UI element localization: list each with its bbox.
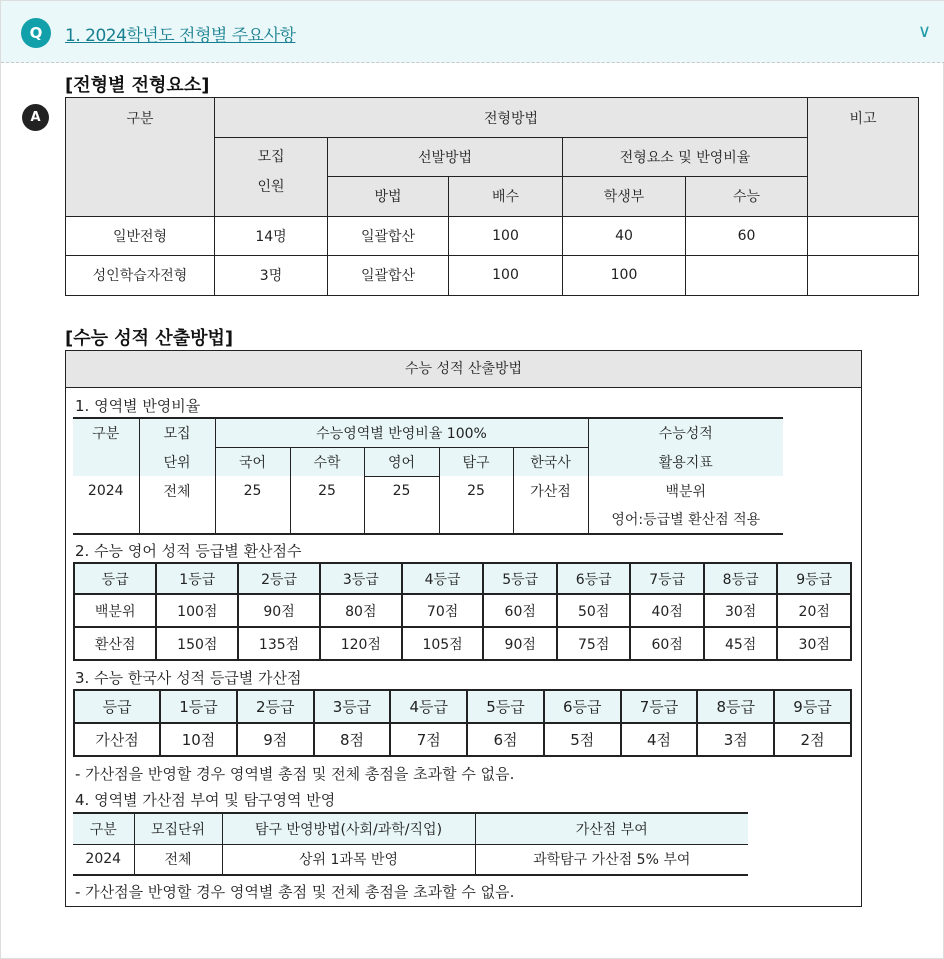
question-badge: Q [21,18,51,48]
table-cell: 120점 [320,627,402,660]
table-cell: 6등급 [557,563,630,594]
ratio-table: 구분 모집 수능영역별 반영비율 100% 수능성적 단위 국어 수학 영어 탐구 한국사 활용지표 2024 전체 25 25 25 25 가산점 백분위 영어:등급별 환산점 적용 [73,417,783,535]
admission-elements-table: 구분 전형방법 비고 모집 인원 선발방법 전형요소 및 반영비율 방법 배수 학생부 수능 일반전형 14명 일괄합산 100 40 60 성인학습자전형 3명 일괄합산 100 100 [65,97,919,296]
bonus-table [73,812,748,876]
table-row [74,627,851,660]
table-cell: 가산점 부여 [475,813,748,844]
subsection-title: 2. 수능 영어 성적 등급별 환산점수 [75,542,302,560]
table-cell: 환산점 [74,627,156,660]
table-cell: 3점 [697,723,774,756]
table-cell: 1등급 [160,690,237,723]
table-cell: 10점 [160,723,237,756]
question-title-link[interactable]: 1. 2024학년도 전형별 주요사항 [65,26,296,46]
table-cell: 100점 [156,594,238,627]
table-cell: 6점 [467,723,544,756]
table-cell: 60점 [630,627,703,660]
table-cell: 2등급 [237,690,314,723]
table-cell: 구분 [73,813,134,844]
table-cell: 등급 [74,690,160,723]
note-text: - 가산점을 반영할 경우 영역별 총점 및 전체 총점을 초과할 수 없음. [75,883,515,901]
table-cell: 9등급 [777,563,851,594]
table-cell: 80점 [320,594,402,627]
answer-badge: A [22,104,49,131]
question-header[interactable] [1,1,944,63]
table-cell: 45점 [704,627,777,660]
table-cell: 8등급 [697,690,774,723]
table-cell: 백분위 [74,594,156,627]
table-cell: 3등급 [320,563,402,594]
table-cell: 30점 [777,627,851,660]
box-title: 수능 성적 산출방법 [66,351,861,388]
table-cell: 과학탐구 가산점 5% 부여 [475,844,748,875]
table-cell: 2024 [73,844,134,875]
subsection-title: 4. 영역별 가산점 부여 및 탐구영역 반영 [75,791,336,809]
table-cell: 가산점 [74,723,160,756]
table-cell: 20점 [777,594,851,627]
korean-history-table [73,689,852,757]
table-cell: 50점 [557,594,630,627]
table-cell: 40점 [630,594,703,627]
note-text: - 가산점을 반영할 경우 영역별 총점 및 전체 총점을 초과할 수 없음. [75,765,515,783]
csat-calculation-box [65,350,862,907]
table-cell: 7등급 [630,563,703,594]
table-cell: 4등급 [402,563,484,594]
table-cell: 7등급 [621,690,698,723]
table-cell: 90점 [483,627,556,660]
table-cell: 5등급 [467,690,544,723]
table-cell: 4등급 [390,690,467,723]
english-grade-table [73,562,852,661]
table-cell: 150점 [156,627,238,660]
table-cell: 30점 [704,594,777,627]
table-cell: 등급 [74,563,156,594]
table-cell: 8점 [314,723,391,756]
table-cell: 전체 [134,844,222,875]
table-cell: 8등급 [704,563,777,594]
table-cell: 60점 [483,594,556,627]
chevron-down-icon[interactable]: ∨ [917,21,931,42]
section-heading: [전형별 전형요소] [65,75,210,96]
table-row [74,723,851,756]
table-cell: 탐구 반영방법(사회/과학/직업) [222,813,475,844]
table-cell: 2등급 [238,563,320,594]
table-row: 성인학습자전형 3명 일괄합산 100 100 [66,256,919,296]
table-cell: 3등급 [314,690,391,723]
table-cell: 상위 1과목 반영 [222,844,475,875]
table-cell: 135점 [238,627,320,660]
table-cell: 90점 [238,594,320,627]
table-row: 일반전형 14명 일괄합산 100 40 60 [66,216,919,256]
section-heading: [수능 성적 산출방법] [65,328,234,349]
table-cell: 6등급 [544,690,621,723]
table-cell: 4점 [621,723,698,756]
table-cell: 70점 [402,594,484,627]
subsection-title: 1. 영역별 반영비율 [75,397,201,415]
table-cell: 9등급 [774,690,851,723]
table-row: 2024 전체 25 25 25 25 가산점 백분위 [73,476,783,505]
table-cell: 75점 [557,627,630,660]
table-cell: 105점 [402,627,484,660]
table-cell: 9점 [237,723,314,756]
table-cell: 1등급 [156,563,238,594]
table-cell: 5등급 [483,563,556,594]
table-cell: 모집단위 [134,813,222,844]
table-row [74,594,851,627]
subsection-title: 3. 수능 한국사 성적 등급별 가산점 [75,669,302,687]
table-cell: 7점 [390,723,467,756]
table-cell: 2점 [774,723,851,756]
table-cell: 5점 [544,723,621,756]
table-row [73,844,748,875]
